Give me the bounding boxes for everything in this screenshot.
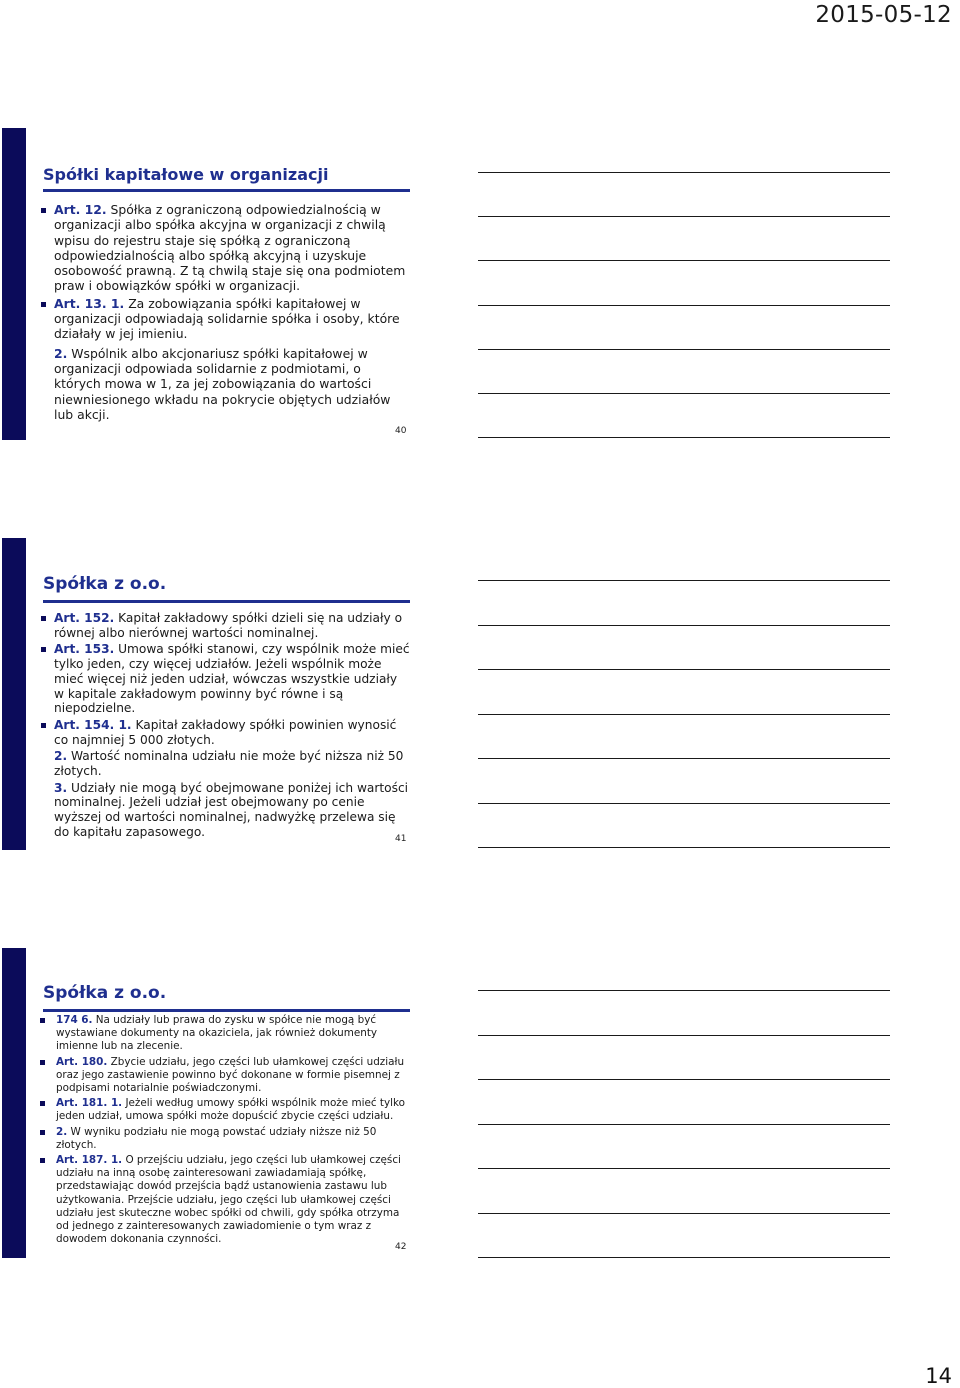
square-bullet-icon — [40, 1060, 45, 1065]
note-line — [478, 580, 890, 581]
slide-number: 40 — [395, 426, 407, 436]
square-bullet-icon — [40, 1018, 45, 1023]
page-number: 14 — [925, 1364, 952, 1388]
list-item: 2. W wyniku podziału nie mogą powstać udziały niższe niż 50 złotych. — [48, 1126, 410, 1152]
slide-40 — [2, 128, 412, 440]
slide-accent-bar — [2, 948, 26, 1258]
slide-42 — [2, 948, 412, 1258]
square-bullet-icon — [40, 1130, 45, 1135]
list-item: Art. 180. Zbycie udziału, jego części lub ułamkowej części udziału oraz jego zastawienie powinno być dokonane w formie pisemnej z podpisami notarialnie poświadczonymi. — [48, 1056, 410, 1096]
slide-title: Spółka z o.o. — [43, 574, 167, 594]
slide-title: Spółki kapitałowe w organizacji — [43, 165, 329, 184]
square-bullet-icon — [40, 1101, 45, 1106]
square-bullet-icon — [41, 647, 46, 652]
list-item: Art. 152. Kapitał zakładowy spółki dzieli się na udziały o równej albo nierównej wartości nominalnej. — [40, 611, 410, 640]
list-item: Art. 153. Umowa spółki stanowi, czy wspólnik może mieć tylko jeden, czy więcej udziałów. Jeżeli wspólnik może mieć więcej niż jeden udział, wówczas wszystkie udziały w kapitale zakładowym powinny być równe i są niepodzielne. — [40, 642, 410, 716]
slide-41 — [2, 538, 412, 850]
note-line — [478, 1035, 890, 1036]
list-subitem: 3. Udziały nie mogą być obejmowane poniżej ich wartości nominalnej. Jeżeli udział jest obejmowany po cenie wyższej od wartości nominalnej, nadwyżkę przelewa się do kapitału zapasowego. — [54, 780, 409, 839]
notes-lines-41 — [478, 580, 890, 850]
note-line — [478, 803, 890, 804]
slide-number: 41 — [395, 834, 407, 844]
list-subitem: 2. Wartość nominalna udziału nie może być niższa niż 50 złotych. — [54, 749, 404, 779]
slide-accent-bar — [2, 538, 26, 850]
note-line — [478, 625, 890, 626]
square-bullet-icon — [41, 616, 46, 621]
list-item: Art. 187. 1. O przejściu udziału, jego części lub ułamkowej części udziału na inną osobę zainteresowani zawiadamiają spółkę, przedstawiając dowód przejścia bądź ustanowienia zastawu lub użytkowania. Przejście udziału, jego części lub ułamkowej części udziału jest skuteczne wobec spółki od chwili, gdy spółka otrzyma od jednego z zainteresowanych zawiadomienie o tym wraz z dowodem dokonania czynności. — [48, 1154, 410, 1246]
note-line — [478, 260, 890, 261]
slide-number: 42 — [395, 1242, 407, 1252]
list-item: 174 6. Na udziały lub prawa do zysku w spółce nie mogą być wystawiane dokumenty na okaziciela, jak również dokumenty imienne lub na zlecenie. — [48, 1014, 410, 1054]
note-line — [478, 990, 890, 991]
note-line — [478, 305, 890, 306]
list-item: Art. 181. 1. Jeżeli według umowy spółki wspólnik może mieć tylko jeden udział, umowa spółki może dopuścić zbycie części udziału. — [48, 1097, 410, 1123]
square-bullet-icon — [41, 723, 46, 728]
note-line — [478, 393, 890, 394]
slide-body — [40, 611, 410, 842]
notes-lines-42 — [478, 990, 890, 1260]
note-line — [478, 1168, 890, 1169]
note-line — [478, 437, 890, 438]
list-item: Art. 12. Spółka z ograniczoną odpowiedzialnością w organizacji albo spółka akcyjna w organizacji z chwilą wpisu do rejestru staje się spółką z ograniczoną odpowiedzialnością albo spółką akcyjną i uzyskuje osobowość prawną. Z tą chwilą staje się ona podmiotem praw i obowiązków spółki w organizacji. — [40, 202, 410, 294]
title-underline — [43, 1009, 410, 1012]
square-bullet-icon — [41, 302, 46, 307]
slide-body — [40, 202, 410, 422]
list-item: Art. 154. 1. Kapitał zakładowy spółki powinien wynosić co najmniej 5 000 złotych. — [40, 718, 410, 747]
list-subitem: 2. Wspólnik albo akcjonariusz spółki kapitałowej w organizacji odpowiada solidarnie z podmiotami, o których mowa w 1, za jej zobowiązania do wartości niewniesionego wkładu na pokrycie objętych udziałów lub akcji. — [54, 345, 391, 422]
title-underline — [43, 189, 410, 192]
note-line — [478, 349, 890, 350]
note-line — [478, 714, 890, 715]
square-bullet-icon — [41, 208, 46, 213]
list-item: Art. 13. 1. Za zobowiązania spółki kapitałowej w organizacji odpowiadają solidarnie spółka i osoby, które działały w jej imieniu. — [40, 296, 410, 342]
slide-accent-bar — [2, 128, 26, 440]
slide-body — [48, 1014, 410, 1248]
note-line — [478, 669, 890, 670]
notes-lines-40 — [478, 172, 890, 442]
note-line — [478, 1079, 890, 1080]
note-line — [478, 172, 890, 173]
print-date: 2015-05-12 — [815, 2, 952, 28]
note-line — [478, 216, 890, 217]
title-underline — [43, 600, 410, 603]
slide-title: Spółka z o.o. — [43, 983, 167, 1003]
note-line — [478, 1257, 890, 1258]
note-line — [478, 847, 890, 848]
square-bullet-icon — [40, 1158, 45, 1163]
note-line — [478, 1124, 890, 1125]
note-line — [478, 758, 890, 759]
note-line — [478, 1213, 890, 1214]
